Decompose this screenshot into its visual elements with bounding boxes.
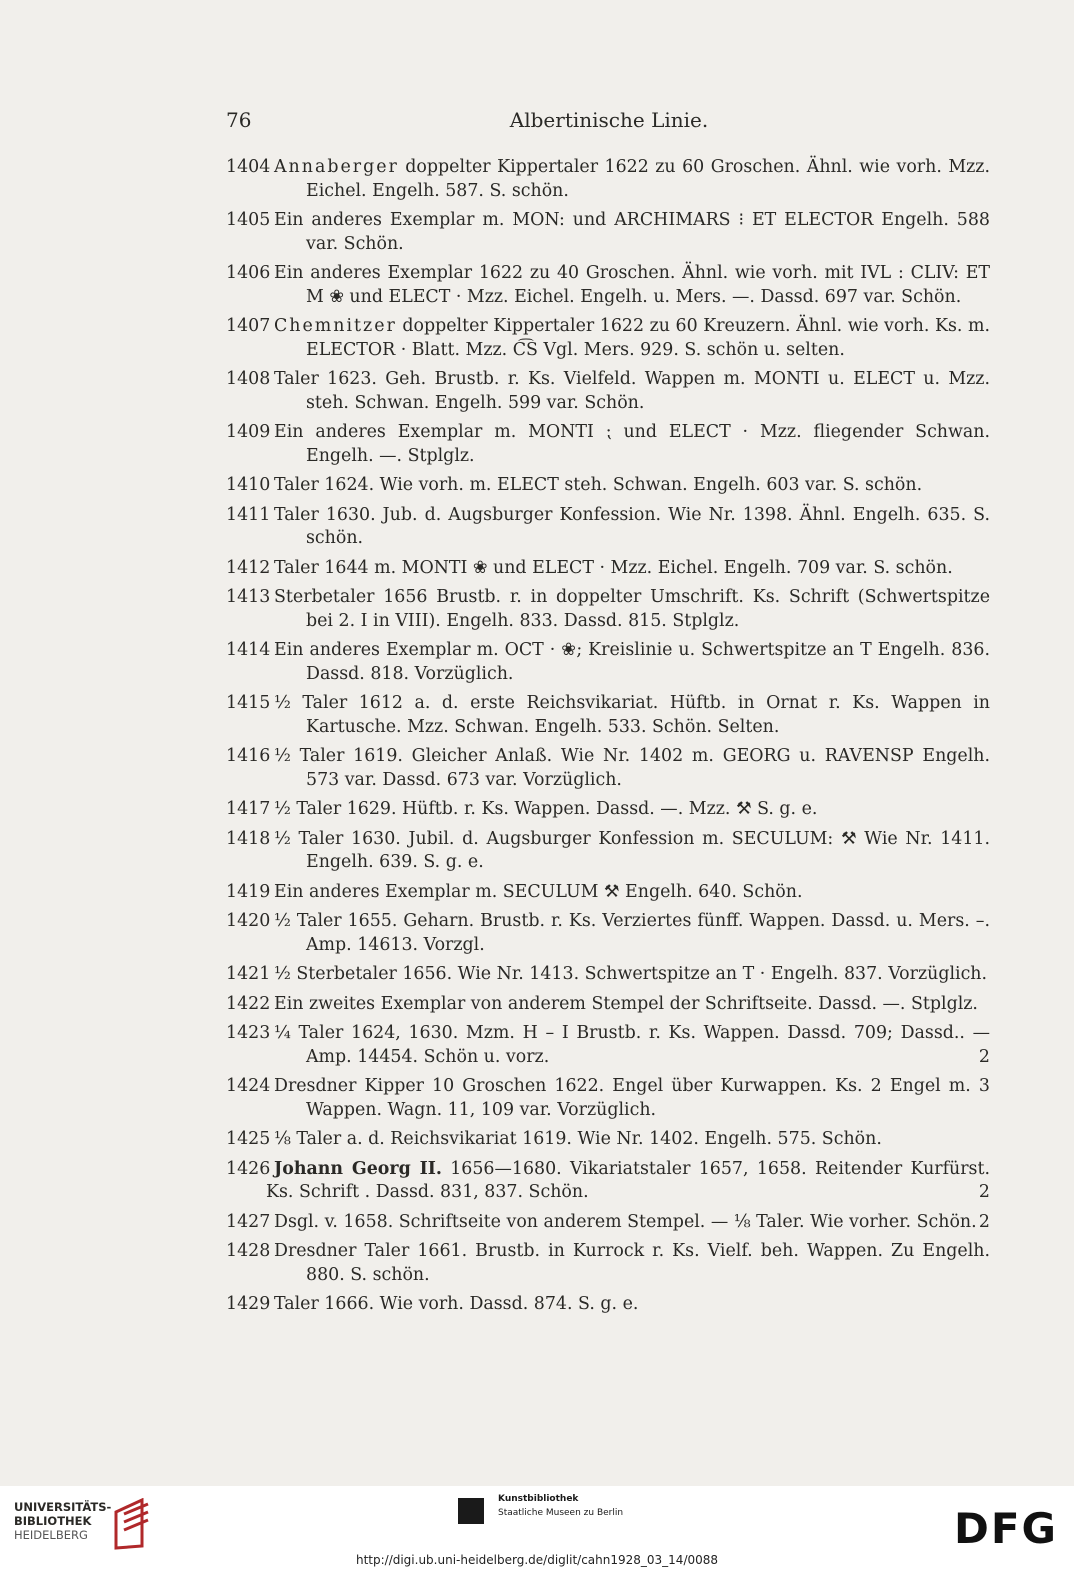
lot-description: Taler 1630. Jub. d. Augsburger Konfession. Wie Nr. 1398. Ähnl. Engelh. 635. S. schön.: [274, 504, 990, 548]
kb-line-2: Staatliche Museen zu Berlin: [498, 1508, 624, 1518]
ub-line-1: UNIVERSITÄTS-: [14, 1500, 112, 1514]
catalog-entry: [226, 639, 990, 686]
lot-number: 1416: [226, 746, 271, 766]
lot-description: ¼ Taler 1624, 1630. Mzm. H – I Brustb. r. Ks. Wappen. Dassd. 709; Dassd.. — Amp. 14454. Schön u. vorz.: [274, 1023, 990, 1067]
page-number: 76: [226, 108, 252, 132]
lot-description: ½ Taler 1619. Gleicher Anlaß. Wie Nr. 1402 m. GEORG u. RAVENSP Engelh. 573 var. Dassd. 673 var. Vorzüglich.: [274, 746, 990, 790]
lot-description: ½ Taler 1630. Jubil. d. Augsburger Konfession m. SECULUM: ⚒ Wie Nr. 1411. Engelh. 639. S. g. e.: [274, 828, 990, 872]
catalog-entry: [226, 993, 990, 1017]
catalog-entries: [226, 156, 990, 1323]
catalog-entry: [226, 368, 990, 415]
lot-number: 1428: [226, 1241, 271, 1261]
lot-description: Ein zweites Exemplar von anderem Stempel der Schriftseite. Dassd. —. Stplglz.: [274, 993, 978, 1014]
lot-description: doppelter Kippertaler 1622 zu 60 Groschen. Ähnl. wie vorh. Mzz. Eichel. Engelh. 587. S. schön.: [306, 157, 990, 201]
lot-description: ½ Sterbetaler 1656. Wie Nr. 1413. Schwertspitze an T · Engelh. 837. Vorzüglich.: [274, 964, 988, 984]
lot-description: Ein anderes Exemplar m. MONTI ⁏ und ELECT · Mzz. fliegender Schwan. Engelh. —. Stplglz.: [274, 422, 990, 466]
catalog-entry: [226, 1240, 990, 1287]
catalog-entry: [226, 1293, 990, 1317]
ub-line-2: BIBLIOTHEK: [14, 1514, 92, 1528]
ub-heidelberg-logo[interactable]: [14, 1500, 111, 1542]
catalog-entry: [226, 421, 990, 468]
lot-number: 1429: [226, 1294, 271, 1314]
lot-description: Ein anderes Exemplar m. SECULUM ⚒ Engelh. 640. Schön.: [274, 881, 803, 902]
lot-description: ⅛ Taler a. d. Reichsvikariat 1619. Wie Nr. 1402. Engelh. 575. Schön.: [274, 1129, 882, 1149]
lot-number: 1420: [226, 911, 271, 931]
lot-description: ½ Taler 1612 a. d. erste Reichsvikariat. Hüftb. in Ornat r. Ks. Wappen in Kartusche. Mzz. Schwan. Engelh. 533. Schön. Selten.: [274, 693, 990, 737]
catalog-entry: [226, 1022, 990, 1069]
lot-number: 1421: [226, 964, 271, 984]
lot-number: 1406: [226, 263, 271, 283]
permalink-url[interactable]: http://digi.ub.uni-heidelberg.de/diglit/cahn1928_03_14/0088: [355, 1553, 719, 1567]
catalog-entry: [226, 1158, 990, 1205]
lot-number: 1422: [226, 993, 271, 1014]
catalog-entry: [226, 557, 990, 581]
catalog-entry: [226, 798, 990, 822]
lot-place: Annaberger: [274, 157, 399, 177]
lot-description: doppelter Kippertaler 1622 zu 60 Kreuzern. Ähnl. wie vorh. Ks. m. ELECTOR · Blatt. Mzz. C͡S Vgl. Mers. 929. S. schön u. selten.: [306, 316, 990, 360]
catalog-entry: [226, 586, 990, 633]
lot-count: 2: [978, 1046, 990, 1067]
catalog-entry: [226, 745, 990, 792]
dfg-logo[interactable]: DFG: [954, 1504, 1059, 1553]
running-head: Albertinische Linie.: [509, 108, 709, 132]
lot-number: 1407: [226, 316, 271, 336]
catalog-entry: [226, 1211, 990, 1235]
footer-bar: [0, 1486, 1074, 1571]
lot-number: 1408: [226, 369, 271, 389]
lot-number: 1426: [226, 1158, 271, 1179]
lot-description: Taler 1644 m. MONTI ❀ und ELECT · Mzz. Eichel. Engelh. 709 var. S. schön.: [274, 557, 953, 578]
lot-count: 2: [978, 1182, 990, 1202]
lot-count: 2: [978, 1211, 990, 1232]
lot-number: 1405: [226, 210, 271, 230]
kb-line-1: Kunstbibliothek: [498, 1494, 579, 1504]
catalog-entry: [226, 474, 990, 498]
catalog-entry: [226, 910, 990, 957]
lot-number: 1409: [226, 422, 271, 442]
lot-number: 1410: [226, 475, 271, 495]
lot-description: Dresdner Kipper 10 Groschen 1622. Engel über Kurwappen. Ks. 2 Engel m. 3 Wappen. Wagn. 11, 109 var. Vorzüglich.: [274, 1076, 990, 1120]
lot-description: Taler 1624. Wie vorh. m. ELECT steh. Schwan. Engelh. 603 var. S. schön.: [274, 475, 923, 495]
lot-number: 1419: [226, 881, 271, 902]
page-header: [226, 108, 992, 138]
lot-number: 1424: [226, 1076, 271, 1096]
lot-description: 1656—1680. Vikariatstaler 1657, 1658. Reitender Kurfürst. Ks. Schrift . Dassd. 831, 837. Schön.: [266, 1158, 990, 1202]
lot-number: 1417: [226, 799, 271, 819]
lot-description: Dsgl. v. 1658. Schriftseite von anderem Stempel. — ⅛ Taler. Wie vorher. Schön.: [274, 1211, 977, 1232]
catalog-entry: [226, 692, 990, 739]
ub-line-3: HEIDELBERG: [14, 1528, 88, 1542]
catalog-entry: [226, 963, 990, 987]
lot-number: 1425: [226, 1129, 271, 1149]
lot-description: Taler 1623. Geh. Brustb. r. Ks. Vielfeld. Wappen m. MONTI u. ELECT u. Mzz. steh. Schwan. Engelh. 599 var. Schön.: [274, 369, 990, 413]
catalog-entry: [226, 156, 990, 203]
lot-description: ½ Taler 1629. Hüftb. r. Ks. Wappen. Dassd. —. Mzz. ⚒ S. g. e.: [274, 799, 818, 819]
lot-ruler: Johann Georg II.: [274, 1158, 442, 1179]
lot-description: Ein anderes Exemplar 1622 zu 40 Groschen. Ähnl. wie vorh. mit IVL : CLIV: ET M ❀ und ELECT · Mzz. Eichel. Engelh. u. Mers. —. Dassd. 697 var. Schön.: [274, 263, 990, 307]
lot-number: 1411: [226, 504, 271, 525]
catalog-entry: [226, 1075, 990, 1122]
lot-number: 1427: [226, 1211, 271, 1232]
lot-description: ½ Taler 1655. Geharn. Brustb. r. Ks. Verziertes fünff. Wappen. Dassd. u. Mers. –. Amp. 14613. Vorzgl.: [274, 911, 990, 955]
catalog-entry: [226, 881, 990, 905]
lot-description: Taler 1666. Wie vorh. Dassd. 874. S. g. e.: [274, 1294, 639, 1314]
catalog-entry: [226, 262, 990, 309]
lot-number: 1404: [226, 157, 271, 177]
catalog-entry: [226, 209, 990, 256]
lot-description: Ein anderes Exemplar m. MON: und ARCHIMARS ⁝ ET ELECTOR Engelh. 588 var. Schön.: [274, 210, 990, 254]
catalog-entry: [226, 828, 990, 875]
lot-number: 1415: [226, 693, 271, 713]
lot-description: Dresdner Taler 1661. Brustb. in Kurrock r. Ks. Vielf. beh. Wappen. Zu Engelh. 880. S. schön.: [274, 1241, 990, 1285]
lot-description: Ein anderes Exemplar m. OCT · ❀; Kreislinie u. Schwertspitze an T Engelh. 836. Dassd. 818. Vorzüglich.: [274, 640, 990, 684]
lot-number: 1423: [226, 1023, 271, 1043]
kb-square-icon: [458, 1498, 484, 1524]
lot-number: 1418: [226, 828, 271, 849]
lot-number: 1414: [226, 640, 271, 660]
lot-number: 1412: [226, 557, 271, 578]
catalog-entry: [226, 1128, 990, 1152]
lot-place: Chemnitzer: [274, 316, 397, 336]
lot-number: 1413: [226, 587, 271, 607]
ub-emblem-icon: [112, 1498, 154, 1550]
catalog-entry: [226, 315, 990, 362]
lot-description: Sterbetaler 1656 Brustb. r. in doppelter Umschrift. Ks. Schrift (Schwertspitze bei 2. I in VIII). Engelh. 833. Dassd. 815. Stplglz.: [274, 587, 990, 631]
catalog-entry: [226, 504, 990, 551]
